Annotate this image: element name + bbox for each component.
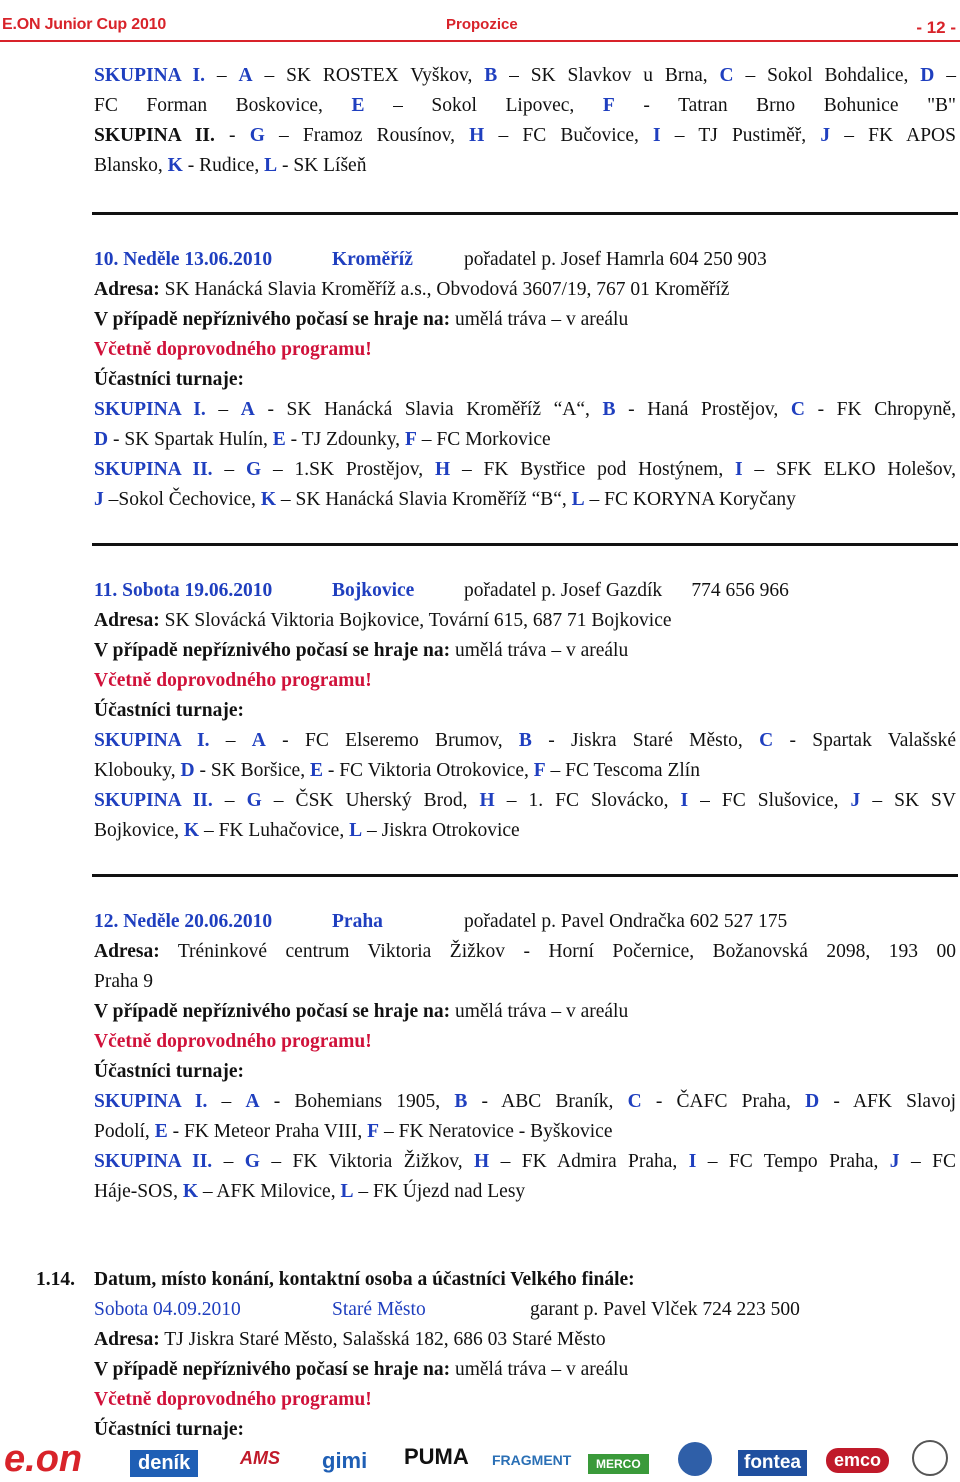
team-text: – Framoz Rousínov, bbox=[264, 125, 470, 146]
group-line: SKUPINA I. – A – SK ROSTEX Vyškov, B – SK Slavkov u Brna, C – Sokol Bohdalice, D – bbox=[94, 65, 956, 86]
group-letter: E bbox=[309, 760, 323, 781]
team-text: – FC Bučovice, bbox=[484, 125, 654, 146]
team-text: – ČSK Uherský Brod, bbox=[261, 790, 480, 811]
team-text: - Rudice, bbox=[182, 155, 265, 176]
team-text: – SK ROSTEX Vyškov, bbox=[252, 65, 485, 86]
section-divider bbox=[92, 212, 958, 215]
program-note: Včetně doprovodného programu! bbox=[94, 1031, 372, 1052]
team-text: - Bohemians 1905, bbox=[259, 1091, 455, 1112]
event-address: SK Slovácká Viktoria Bojkovice, Tovární 615, 687 71 Bojkovice bbox=[159, 610, 672, 631]
team-text: FC Forman Boskovice, bbox=[94, 95, 352, 116]
team-text: – FK Bystřice pod Hostýnem, bbox=[450, 459, 736, 480]
group-letter: L bbox=[264, 155, 278, 176]
final-city: Staré Město bbox=[332, 1299, 426, 1320]
final-heading: Datum, místo konání, kontaktní osoba a účastníci Velkého finále: bbox=[94, 1269, 635, 1290]
section-divider bbox=[92, 543, 958, 546]
team-text: - FK Meteor Praha VIII, bbox=[167, 1121, 368, 1142]
team-text: - TJ Zdounky, bbox=[285, 429, 405, 450]
group-letter: J bbox=[820, 125, 831, 146]
sponsor-bar bbox=[0, 1436, 960, 1482]
event-date: 12. Neděle 20.06.2010 bbox=[94, 911, 273, 932]
section-divider bbox=[92, 874, 958, 877]
event-address: SK Hanácká Slavia Kroměříž a.s., Obvodová 3607/19, 767 01 Kroměříž bbox=[159, 279, 730, 300]
team-text: – FK APOS bbox=[830, 125, 956, 146]
team-text: – FC Tescoma Zlín bbox=[545, 760, 700, 781]
team-text: - FK Chropyně, bbox=[804, 399, 957, 420]
group-letter: J bbox=[850, 790, 861, 811]
team-text: – bbox=[212, 790, 247, 811]
group-letter: L bbox=[571, 489, 585, 510]
team-text: – SK Hanácká Slavia Kroměříž “B“, bbox=[275, 489, 572, 510]
puma-logo: PUMA bbox=[404, 1444, 469, 1469]
final-organizer: garant p. Pavel Vlček 724 223 500 bbox=[530, 1299, 800, 1320]
event-address-cont: Praha 9 bbox=[94, 971, 154, 992]
team-text: – bbox=[207, 1091, 246, 1112]
final-date: Sobota 04.09.2010 bbox=[94, 1299, 241, 1320]
group-letter: K bbox=[260, 489, 276, 510]
group-letter: F bbox=[602, 95, 615, 116]
group-letter: H bbox=[434, 459, 451, 480]
section-11: 11. Sobota 19.06.2010 Bojkovice pořadatel p. Josef Gazdík 774 656 966 Adresa: SK Slovácká Viktoria Bojkovice, Tovární 615, 687 71 Bojkovice V případě nepříznivého počasí se hraje na: umělá tráva – v areálu Včetně doprovodného programu! Účastníci turnaje: SKUPINA I. – A - FC Elseremo Brumov, B - Jiskra Staré Město, C - Spartak Valašské Klobouky, D - SK Boršice, E - FC Viktoria Otrokovice, F – FC Tescoma Zlín SKUPINA II. – G – ČSK Uherský Brod, H – 1. FC Slovácko, I – FC Slušovice, J – SK SV Bojkovice, K – FK Luhačovice, L – Jiskra Otrokovice bbox=[94, 576, 956, 846]
team-text: Háje-SOS, bbox=[94, 1181, 183, 1202]
top-groups bbox=[94, 61, 956, 181]
team-text: – bbox=[205, 65, 239, 86]
group-letter: E bbox=[272, 429, 286, 450]
group-letter: I bbox=[735, 459, 743, 480]
group-letter: G bbox=[249, 125, 265, 146]
group-letter: G bbox=[246, 790, 262, 811]
group-letter: K bbox=[167, 155, 183, 176]
eon-logo: e.on bbox=[4, 1438, 83, 1480]
group-letter: H bbox=[469, 125, 485, 146]
group-letter: J bbox=[889, 1151, 900, 1172]
team-text: – FC Morkovice bbox=[416, 429, 551, 450]
team-text: – Jiskra Otrokovice bbox=[362, 820, 520, 841]
team-text: Blansko, bbox=[94, 155, 168, 176]
team-text: – 1. FC Slovácko, bbox=[494, 790, 681, 811]
group-line bbox=[94, 151, 956, 181]
group-letter: B bbox=[484, 65, 498, 86]
group-letter: G bbox=[245, 459, 262, 480]
group-letter: C bbox=[627, 1091, 642, 1112]
team-text: - FC Elseremo Brumov, bbox=[265, 730, 519, 751]
header-divider bbox=[0, 40, 960, 42]
group-letter: A bbox=[240, 399, 255, 420]
group-letter: D bbox=[180, 760, 195, 781]
denik-logo: deník bbox=[130, 1450, 198, 1477]
organizer: pořadatel p. Josef Gazdík 774 656 966 bbox=[464, 580, 789, 601]
team-text: - Tatran Brno Bohunice "B" bbox=[614, 95, 956, 116]
program-note: Včetně doprovodného programu! bbox=[94, 1389, 372, 1410]
team-text: – FK Luhačovice, bbox=[199, 820, 350, 841]
team-text: – bbox=[212, 459, 246, 480]
page-header bbox=[0, 0, 960, 46]
team-text: – FK Neratovice - Byškovice bbox=[379, 1121, 613, 1142]
team-text: - AFK Slavoj bbox=[819, 1091, 956, 1112]
header-title: E.ON Junior Cup 2010 bbox=[2, 16, 167, 33]
final-section: Datum, místo konání, kontaktní osoba a účastníci Velkého finále: Sobota 04.09.2010 Staré Město garant p. Pavel Vlček 724 223 500 Adresa: TJ Jiskra Staré Město, Salašská 182, 686 03 Staré Město V případě nepříznivého počasí se hraje na: umělá tráva – v areálu Včetně doprovodného programu! Účastníci turnaje: bbox=[94, 1265, 956, 1445]
group-letter: D bbox=[805, 1091, 820, 1112]
team-text: - SK Spartak Hulín, bbox=[108, 429, 273, 450]
team-text: - ČAFC Praha, bbox=[641, 1091, 806, 1112]
team-text: – bbox=[205, 399, 241, 420]
team-text: – FC bbox=[899, 1151, 956, 1172]
group-letter: I bbox=[680, 790, 689, 811]
program-note: Včetně doprovodného programu! bbox=[94, 670, 372, 691]
event-address: Tréninkové centrum Viktoria Žižkov - Horní Počernice, Božanovská 2098, 193 00 bbox=[159, 941, 956, 962]
group-letter: E bbox=[351, 95, 365, 116]
group-letter: F bbox=[367, 1121, 380, 1142]
team-text: – FK Újezd nad Lesy bbox=[353, 1181, 526, 1202]
group-letter: C bbox=[790, 399, 805, 420]
team-text: Klobouky, bbox=[94, 760, 181, 781]
organizer: pořadatel p. Pavel Ondračka 602 527 175 bbox=[464, 911, 788, 932]
group-letter: D bbox=[920, 65, 935, 86]
group-letter: D bbox=[94, 429, 109, 450]
event-city: Bojkovice bbox=[332, 580, 415, 601]
group-letter: J bbox=[94, 489, 104, 510]
team-text: – bbox=[209, 730, 252, 751]
event-date: 10. Neděle 13.06.2010 bbox=[94, 249, 273, 270]
page-number: - 12 - bbox=[916, 18, 956, 37]
group-letter: K bbox=[183, 820, 200, 841]
team-text: – FC KORYNA Koryčany bbox=[584, 489, 796, 510]
team-text: - Haná Prostějov, bbox=[615, 399, 791, 420]
group-letter: H bbox=[479, 790, 495, 811]
team-text: – SK Slavkov u Brna, bbox=[497, 65, 720, 86]
team-text: – Sokol Bohdalice, bbox=[733, 65, 921, 86]
event-city: Praha bbox=[332, 911, 383, 932]
group-letter: B bbox=[602, 399, 616, 420]
team-text: – SK SV bbox=[860, 790, 956, 811]
club-badge-icon bbox=[678, 1442, 712, 1476]
team-text: – bbox=[212, 1151, 245, 1172]
mercedes-star-icon bbox=[912, 1440, 948, 1476]
group-letter: A bbox=[238, 65, 253, 86]
team-text: – FK Viktoria Žižkov, bbox=[259, 1151, 474, 1172]
team-text: – FC Tempo Praha, bbox=[696, 1151, 890, 1172]
group-letter: A bbox=[245, 1091, 260, 1112]
group-letter: L bbox=[349, 820, 363, 841]
group-letter: H bbox=[474, 1151, 490, 1172]
program-note: Včetně doprovodného programu! bbox=[94, 339, 372, 360]
section-number: 1.14. bbox=[36, 1269, 75, 1290]
team-text: – SFK ELKO Holešov, bbox=[742, 459, 956, 480]
participants-label: Účastníci turnaje: bbox=[94, 369, 245, 390]
group-letter: A bbox=[251, 730, 266, 751]
group-letter: K bbox=[182, 1181, 198, 1202]
team-text: Bojkovice, bbox=[94, 820, 184, 841]
team-text: – FC Slušovice, bbox=[688, 790, 851, 811]
team-text: –Sokol Čechovice, bbox=[103, 489, 261, 510]
participants-label: Účastníci turnaje: bbox=[94, 1061, 245, 1082]
team-text: Podolí, bbox=[94, 1121, 155, 1142]
group-line bbox=[94, 91, 956, 121]
event-date: 11. Sobota 19.06.2010 bbox=[94, 580, 273, 601]
team-text: - FC Viktoria Otrokovice, bbox=[322, 760, 534, 781]
team-text: – 1.SK Prostějov, bbox=[261, 459, 435, 480]
team-text: - SK Líšeň bbox=[277, 155, 367, 176]
group-letter: E bbox=[154, 1121, 168, 1142]
ams-logo: AMS bbox=[240, 1448, 280, 1468]
team-text: – Sokol Lipovec, bbox=[364, 95, 603, 116]
group-letter: B bbox=[454, 1091, 468, 1112]
group-letter: I bbox=[653, 125, 661, 146]
section-10: 10. Neděle 13.06.2010 Kroměříž pořadatel p. Josef Hamrla 604 250 903 Adresa: SK Hanácká Slavia Kroměříž a.s., Obvodová 3607/19, 767 01 Kroměříž V případě nepříznivého počasí se hraje na: umělá tráva – v areálu Včetně doprovodného programu! Účastníci turnaje: SKUPINA I. – A - SK Hanácká Slavia Kroměříž “A“, B - Haná Prostějov, C - FK Chropyně, D - SK Spartak Hulín, E - TJ Zdounky, F – FC Morkovice SKUPINA II. – G – 1.SK Prostějov, H – FK Bystřice pod Hostýnem, I – SFK ELKO Holešov, J –Sokol Čechovice, K – SK Hanácká Slavia Kroměříž “B“, L – FC KORYNA Koryčany bbox=[94, 245, 956, 515]
group-letter: F bbox=[533, 760, 546, 781]
fragment-logo: FRAGMENT bbox=[492, 1452, 572, 1468]
team-text: - SK Hanácká Slavia Kroměříž “A“, bbox=[254, 399, 603, 420]
team-text: – AFK Milovice, bbox=[198, 1181, 341, 1202]
team-text: – TJ Pustiměř, bbox=[660, 125, 821, 146]
participants-label: Účastníci turnaje: bbox=[94, 1419, 245, 1440]
gimi-logo: gimi bbox=[322, 1448, 368, 1473]
team-text: – bbox=[934, 65, 956, 86]
team-text: - ABC Braník, bbox=[467, 1091, 628, 1112]
emco-logo: emco bbox=[826, 1448, 889, 1473]
merco-logo: MERCO bbox=[588, 1454, 649, 1474]
group-letter: C bbox=[719, 65, 734, 86]
group-letter: B bbox=[518, 730, 532, 751]
team-text: - SK Boršice, bbox=[194, 760, 310, 781]
participants-label: Účastníci turnaje: bbox=[94, 700, 245, 721]
group-letter: C bbox=[759, 730, 774, 751]
organizer: pořadatel p. Josef Hamrla 604 250 903 bbox=[464, 249, 767, 270]
team-text: - Jiskra Staré Město, bbox=[531, 730, 760, 751]
group-letter: L bbox=[340, 1181, 354, 1202]
group-letter: F bbox=[404, 429, 417, 450]
team-text: - Spartak Valašské bbox=[773, 730, 956, 751]
event-city: Kroměříž bbox=[332, 249, 413, 270]
team-text: – FK Admira Praha, bbox=[489, 1151, 689, 1172]
group-letter: I bbox=[688, 1151, 697, 1172]
final-address: TJ Jiskra Staré Město, Salašská 182, 686 03 Staré Město bbox=[159, 1329, 606, 1350]
fontea-logo: fontea bbox=[738, 1450, 807, 1476]
header-section: Propozice bbox=[446, 16, 518, 33]
group-letter: G bbox=[244, 1151, 260, 1172]
group-line: SKUPINA II. - G – Framoz Rousínov, H – FC Bučovice, I – TJ Pustiměř, J – FK APOS bbox=[94, 125, 956, 146]
team-text: - bbox=[214, 125, 250, 146]
section-12: 12. Neděle 20.06.2010 Praha pořadatel p. Pavel Ondračka 602 527 175 Adresa: Tréninkové centrum Viktoria Žižkov - Horní Počernice, Božanovská 2098, 193 00 Praha 9 V případě nepříznivého počasí se hraje na: umělá tráva – v areálu Včetně doprovodného programu! Účastníci turnaje: SKUPINA I. – A - Bohemians 1905, B - ABC Braník, C - ČAFC Praha, D - AFK Slavoj Podolí, E - FK Meteor Praha VIII, F – FK Neratovice - Byškovice SKUPINA II. – G – FK Viktoria Žižkov, H – FK Admira Praha, I – FC Tempo Praha, J – FC Háje-SOS, K – AFK Milovice, L – FK Újezd nad Lesy bbox=[94, 907, 956, 1207]
